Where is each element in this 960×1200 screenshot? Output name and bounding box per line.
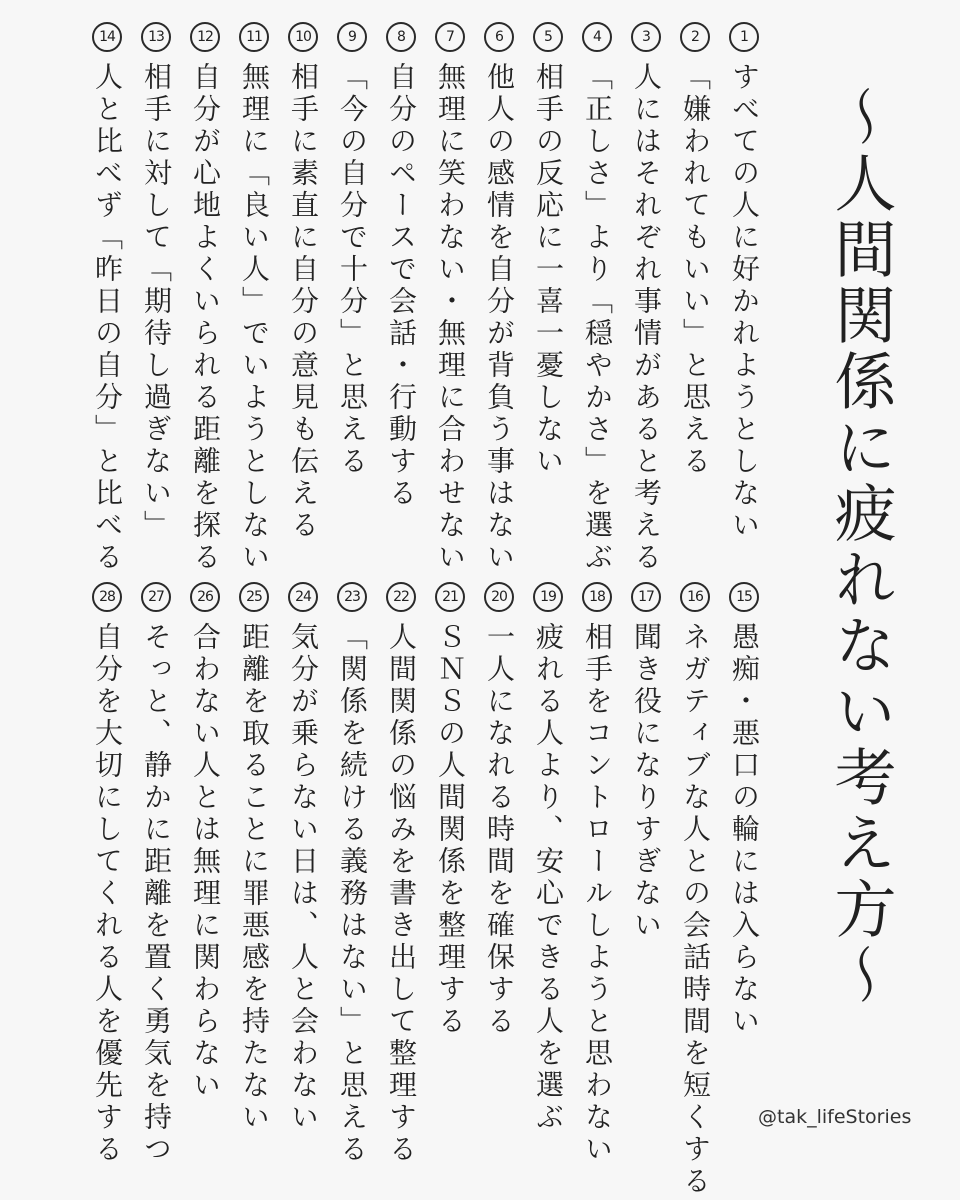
bottom-item-16 — [671, 582, 719, 1198]
item-number-badge: 28 — [92, 582, 122, 612]
item-text: 人間関係の悩みを書き出して整理する — [385, 622, 418, 1166]
item-text: 「嫌われてもいい」と思える — [679, 62, 712, 478]
item-text: 自分のペースで会話・行動する — [385, 62, 418, 510]
bottom-item-15 — [720, 582, 768, 1038]
bottom-item-27 — [132, 582, 180, 1166]
item-text: 一人になれる時間を確保する — [483, 622, 516, 1038]
top-item-1 — [720, 22, 768, 542]
item-text: 自分が心地よくいられる距離を探る — [189, 62, 222, 574]
bottom-item-19 — [524, 582, 572, 1134]
item-number-badge: 3 — [631, 22, 661, 52]
item-number-badge: 6 — [484, 22, 514, 52]
item-text: 相手に素直に自分の意見も伝える — [287, 62, 320, 542]
item-text: そっと、静かに距離を置く勇気を持つ — [140, 622, 173, 1166]
top-item-11 — [230, 22, 278, 574]
item-text: 「正しさ」より「穏やかさ」を選ぶ — [581, 62, 614, 574]
item-text: 愚痴・悪口の輪には入らない — [728, 622, 761, 1038]
bottom-item-21 — [426, 582, 474, 1038]
top-item-14 — [83, 22, 131, 574]
item-text: 相手の反応に一喜一憂しない — [532, 62, 565, 478]
item-number-badge: 26 — [190, 582, 220, 612]
item-number-badge: 2 — [680, 22, 710, 52]
item-number-badge: 25 — [239, 582, 269, 612]
top-item-2 — [671, 22, 719, 478]
item-number-badge: 20 — [484, 582, 514, 612]
item-number-badge: 18 — [582, 582, 612, 612]
item-number-badge: 27 — [141, 582, 171, 612]
item-text: 「今の自分で十分」と思える — [336, 62, 369, 478]
item-text: 相手をコントロールしようと思わない — [581, 622, 614, 1166]
item-number-badge: 15 — [729, 582, 759, 612]
item-number-badge: 4 — [582, 22, 612, 52]
item-number-badge: 16 — [680, 582, 710, 612]
item-text: ＳＮＳの人間関係を整理する — [434, 622, 467, 1038]
item-number-badge: 9 — [337, 22, 367, 52]
top-item-6 — [475, 22, 523, 574]
bottom-item-20 — [475, 582, 523, 1038]
item-text: 疲れる人より、安心できる人を選ぶ — [532, 622, 565, 1134]
bottom-item-25 — [230, 582, 278, 1134]
item-text: 相手に対して「期待し過ぎない」 — [140, 62, 173, 542]
item-number-badge: 5 — [533, 22, 563, 52]
item-text: 気分が乗らない日は、人と会わない — [287, 622, 320, 1134]
item-number-badge: 17 — [631, 582, 661, 612]
top-item-9 — [328, 22, 376, 478]
item-number-badge: 22 — [386, 582, 416, 612]
bottom-item-22 — [377, 582, 425, 1166]
item-text: 距離を取ることに罪悪感を持たない — [238, 622, 271, 1134]
author-handle: @tak_lifeStories — [758, 1106, 912, 1128]
bottom-item-23 — [328, 582, 376, 1166]
bottom-item-26 — [181, 582, 229, 1102]
bottom-item-17 — [622, 582, 670, 942]
item-text: 「関係を続ける義務はない」と思える — [336, 622, 369, 1166]
item-text: 無理に笑わない・無理に合わせない — [434, 62, 467, 574]
top-item-3 — [622, 22, 670, 574]
item-number-badge: 8 — [386, 22, 416, 52]
item-number-badge: 19 — [533, 582, 563, 612]
top-item-10 — [279, 22, 327, 542]
item-number-badge: 10 — [288, 22, 318, 52]
top-item-12 — [181, 22, 229, 574]
item-text: 聞き役になりすぎない — [630, 622, 663, 942]
item-text: 合わない人とは無理に関わらない — [189, 622, 222, 1102]
item-text: 無理に「良い人」でいようとしない — [238, 62, 271, 574]
top-item-5 — [524, 22, 572, 478]
item-number-badge: 7 — [435, 22, 465, 52]
item-text: ネガティブな人との会話時間を短くする — [679, 622, 712, 1198]
item-number-badge: 23 — [337, 582, 367, 612]
item-number-badge: 21 — [435, 582, 465, 612]
top-item-8 — [377, 22, 425, 510]
top-item-7 — [426, 22, 474, 574]
item-number-badge: 12 — [190, 22, 220, 52]
item-number-badge: 24 — [288, 582, 318, 612]
item-number-badge: 13 — [141, 22, 171, 52]
bottom-item-28 — [83, 582, 131, 1166]
top-item-13 — [132, 22, 180, 542]
bottom-item-24 — [279, 582, 327, 1134]
top-item-4 — [573, 22, 621, 574]
item-number-badge: 1 — [729, 22, 759, 52]
item-text: 人にはそれぞれ事情があると考える — [630, 62, 663, 574]
page-title: 〜人間関係に疲れない考え方〜 — [824, 85, 897, 1009]
item-number-badge: 11 — [239, 22, 269, 52]
item-text: すべての人に好かれようとしない — [728, 62, 761, 542]
item-text: 人と比べず「昨日の自分」と比べる — [91, 62, 124, 574]
bottom-item-18 — [573, 582, 621, 1166]
item-number-badge: 14 — [92, 22, 122, 52]
item-text: 他人の感情を自分が背負う事はない — [483, 62, 516, 574]
item-text: 自分を大切にしてくれる人を優先する — [91, 622, 124, 1166]
